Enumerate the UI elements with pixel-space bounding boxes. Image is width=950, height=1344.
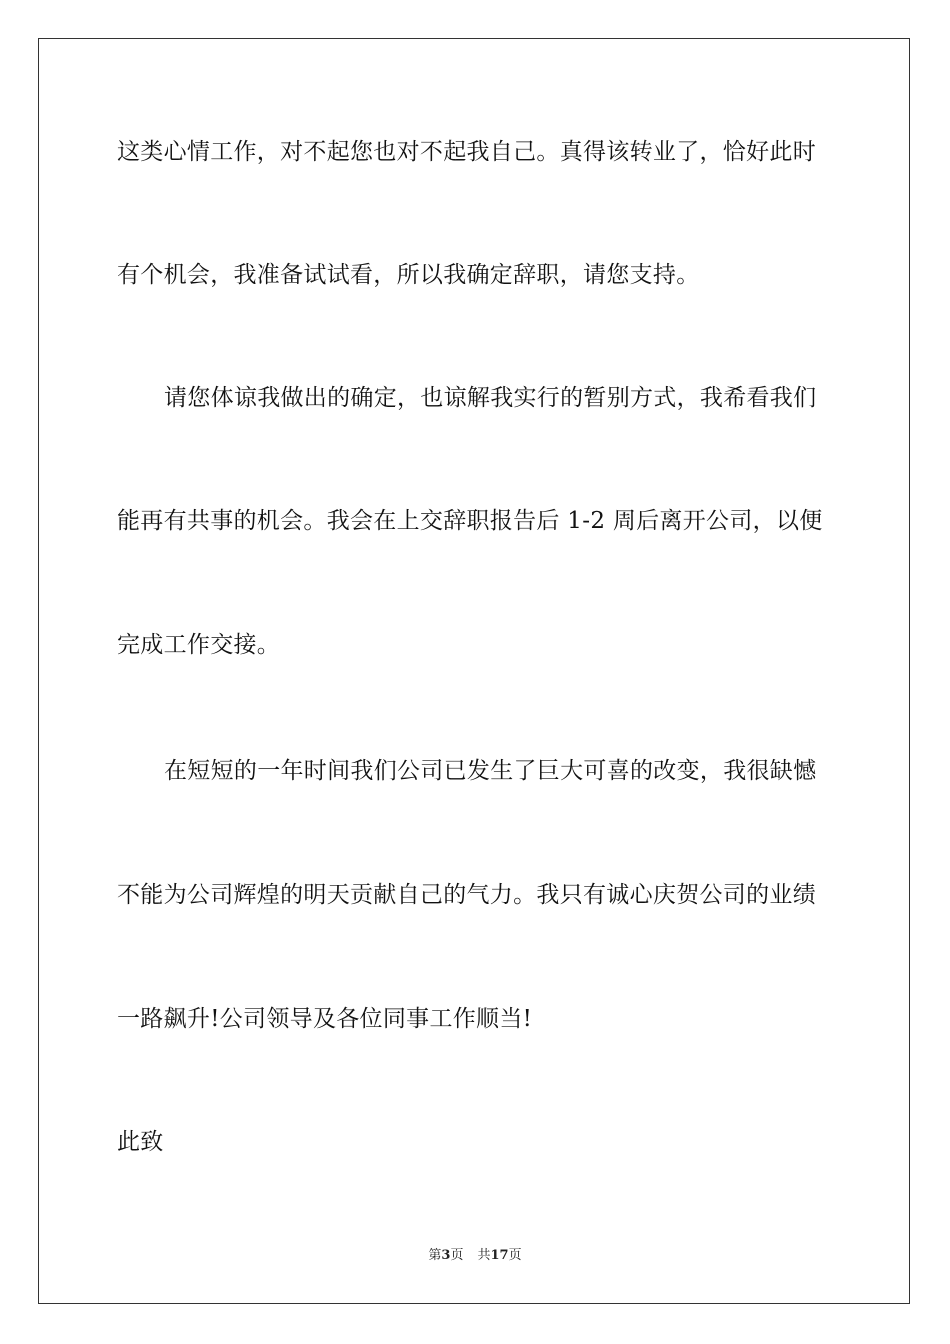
body-line-4: 能再有共事的机会。我会在上交辞职报告后 1-2 周后离开公司，以便 bbox=[117, 508, 823, 534]
body-line-6: 在短短的一年时间我们公司已发生了巨大可喜的改变，我很缺憾 bbox=[164, 758, 817, 784]
page-footer bbox=[0, 1247, 950, 1265]
total-prefix: 共 bbox=[477, 1248, 491, 1263]
total-suffix: 页 bbox=[508, 1248, 522, 1263]
body-line-2: 有个机会，我准备试试看，所以我确定辞职，请您支持。 bbox=[117, 262, 700, 288]
body-line-5: 完成工作交接。 bbox=[117, 632, 281, 658]
page-border bbox=[38, 38, 910, 1304]
body-line-7: 不能为公司辉煌的明天贡献自己的气力。我只有诚心庆贺公司的业绩 bbox=[117, 882, 816, 908]
body-line-8: 一路飙升!公司领导及各位同事工作顺当! bbox=[117, 1006, 533, 1032]
total-pages: 17 bbox=[490, 1248, 509, 1263]
page-number: 3 bbox=[441, 1248, 451, 1263]
body-line-3: 请您体谅我做出的确定，也谅解我实行的暂别方式，我希看我们 bbox=[164, 385, 817, 411]
page-prefix: 第 bbox=[428, 1248, 442, 1263]
closing-salutation: 此致 bbox=[117, 1129, 164, 1155]
page-suffix: 页 bbox=[450, 1248, 464, 1263]
body-line-1: 这类心情工作，对不起您也对不起我自己。真得该转业了，恰好此时 bbox=[117, 139, 816, 165]
